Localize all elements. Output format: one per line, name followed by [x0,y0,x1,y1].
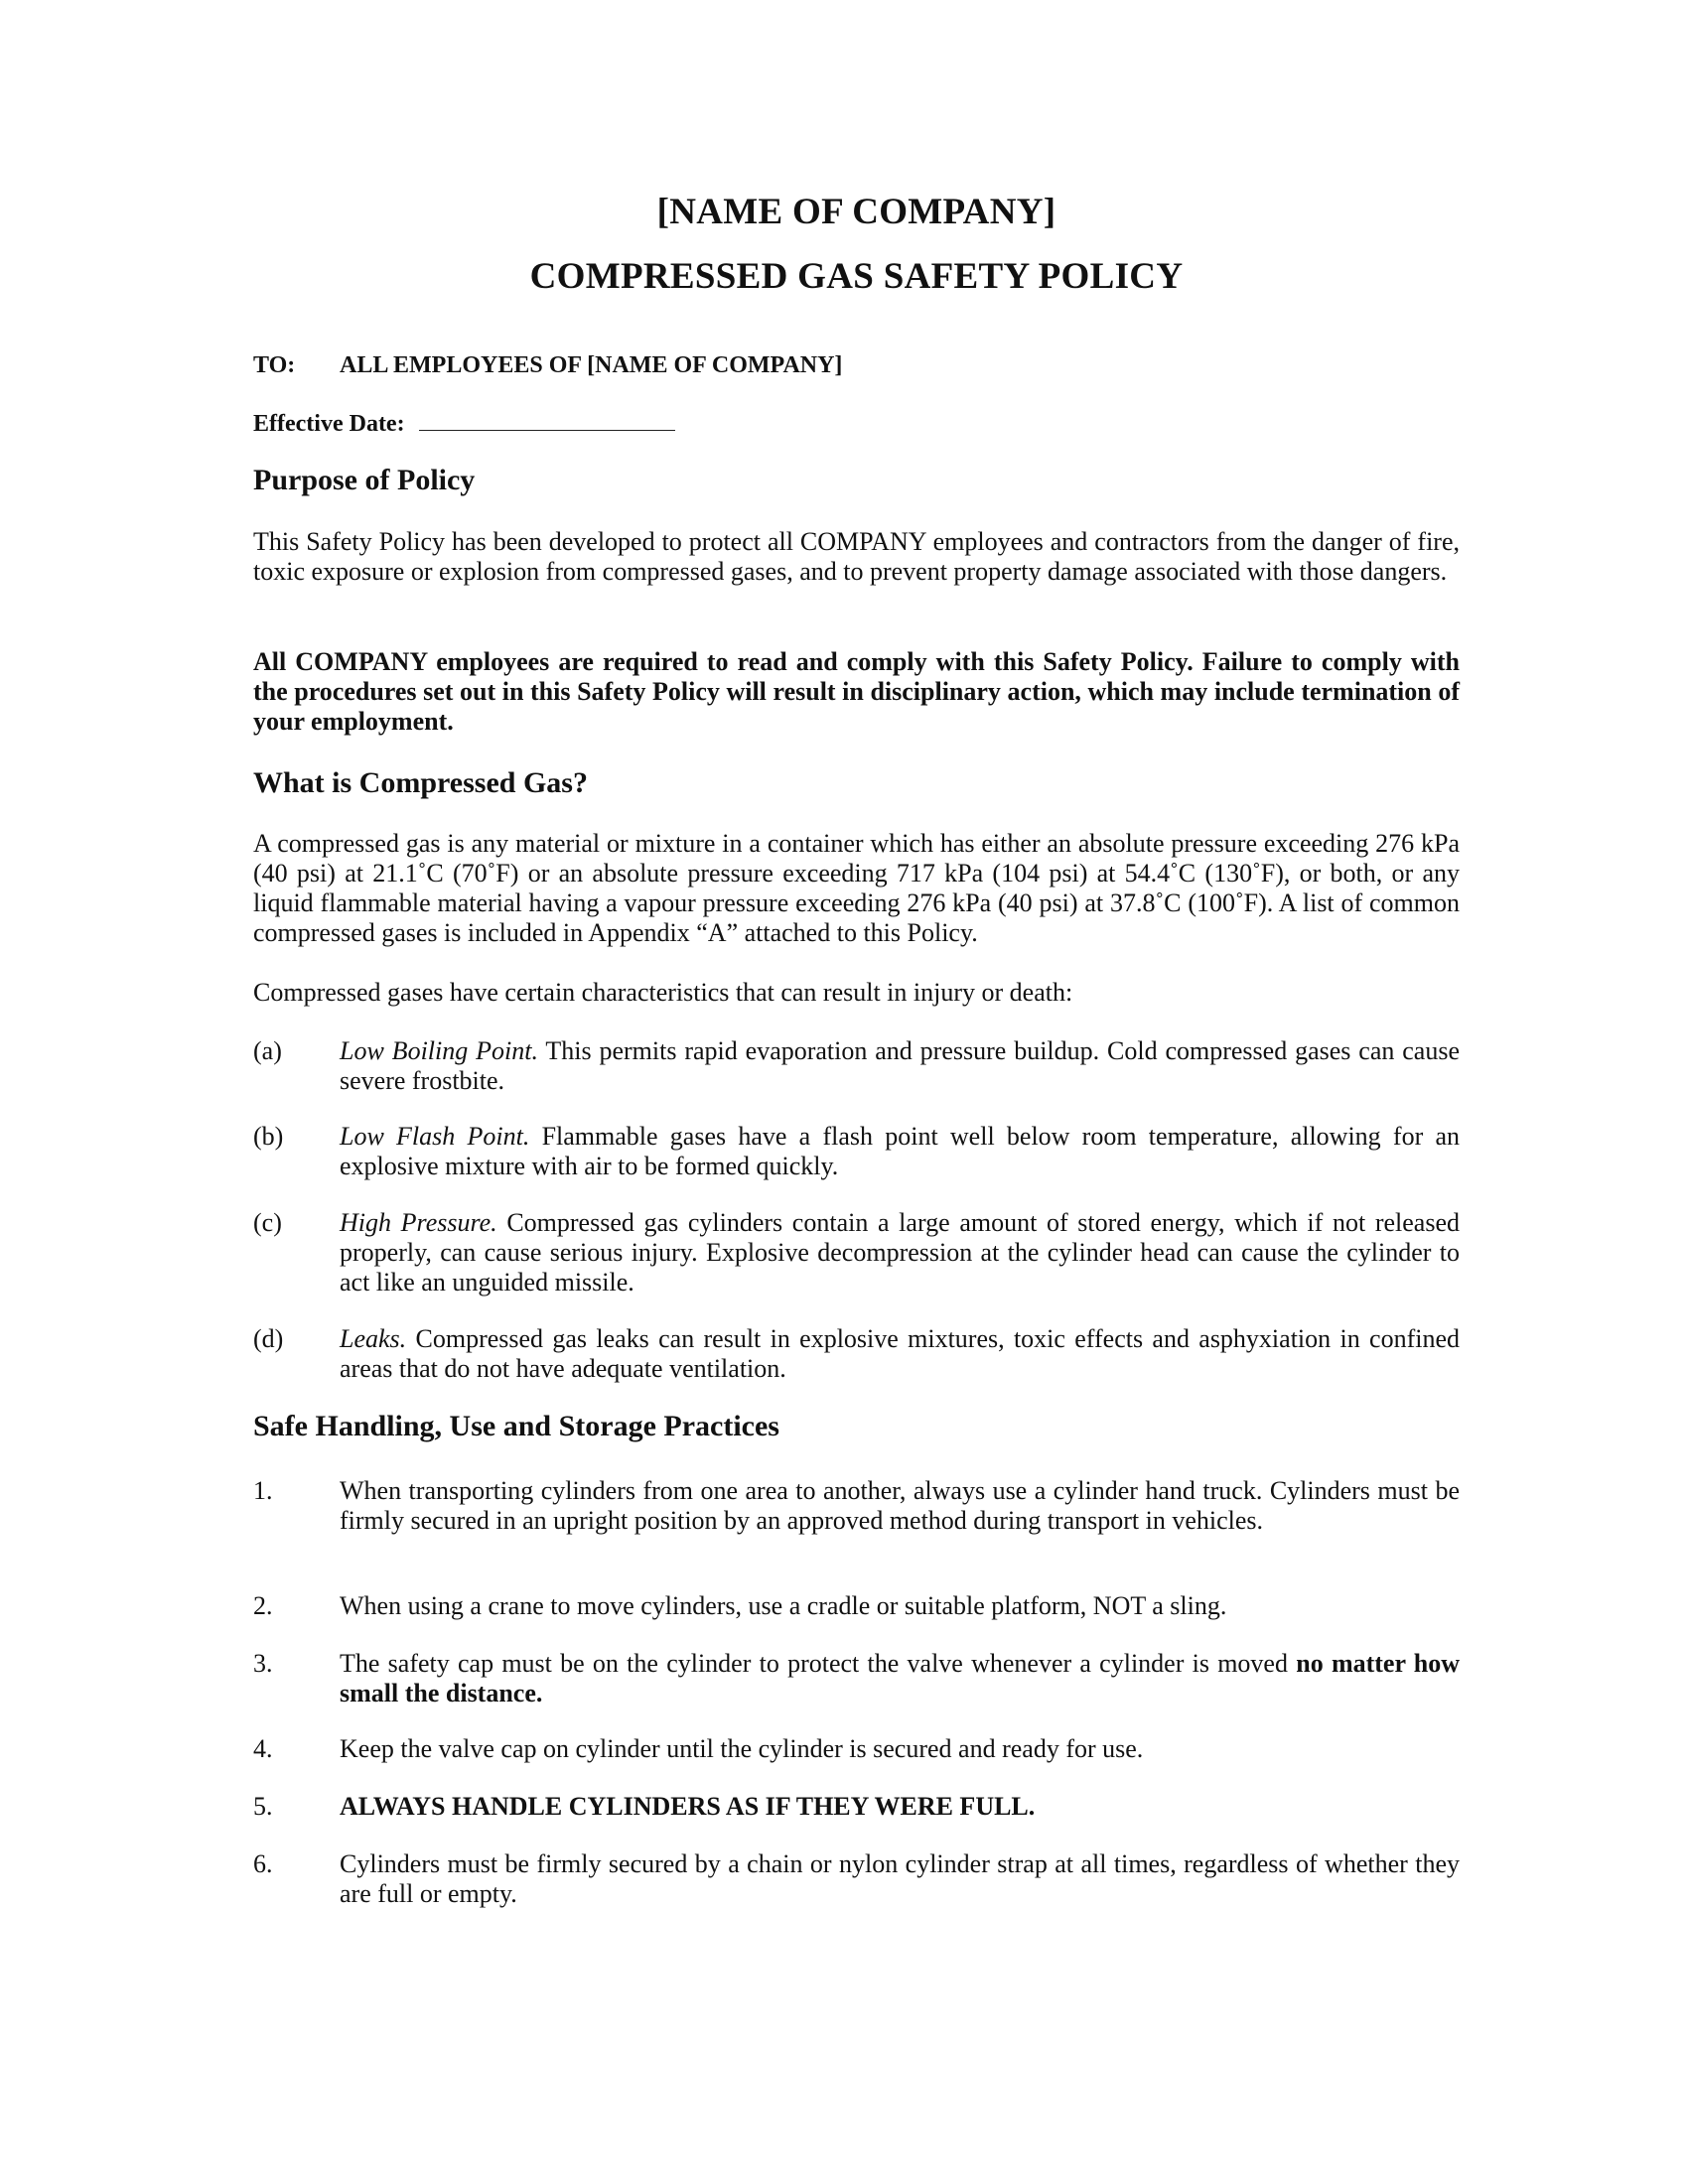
item-marker: (a) [253,1036,282,1065]
characteristic-item [253,1208,1460,1297]
to-label: TO: [253,352,296,378]
item-text: When using a crane to move cylinders, use a cradle or suitable platform, NOT a sling. [340,1591,1227,1620]
practice-item [253,1792,1460,1822]
practice-item [253,1649,1460,1708]
to-line [253,352,842,379]
definition-paragraph: A compressed gas is any material or mixture in a container which has either an absolute pressure exceeding 276 kPa (40 psi) at 21.1˚C (70˚F) or an absolute pressure exceeding 717 kPa (104 psi) at 54.4˚C (130˚F), or both, or any liquid flammable material having a vapour pressure exceeding 276 kPa (40 psi) at 37.8˚C (100˚F). A list of common compressed gases is included in Appendix “A” attached to this Policy. [253,829,1460,947]
item-marker: (b) [253,1122,284,1151]
purpose-paragraph: This Safety Policy has been developed to protect all COMPANY employees and contractors from the danger of fire, toxic exposure or explosion from compressed gases, and to prevent property damage associated with those dangers. [253,527,1460,586]
item-text: Keep the valve cap on cylinder until the cylinder is secured and ready for use. [340,1734,1144,1763]
item-text: Compressed gas cylinders contain a large amount of stored energy, which if not released properly, can cause serious injury. Explosive decompression at the cylinder head can cause the cylinder to act like an unguided missile. [340,1208,1460,1297]
policy-title: COMPRESSED GAS SAFETY POLICY [529,256,1184,297]
item-term: Leaks. [340,1324,407,1353]
practice-item [253,1476,1460,1536]
effective-date-label: Effective Date: [253,411,405,437]
item-number: 3. [253,1649,273,1678]
item-term: Low Flash Point. [340,1122,530,1151]
item-text: Compressed gas leaks can result in explosive mixtures, toxic effects and asphyxiation in confined areas that do not have adequate ventilation. [340,1324,1460,1383]
heading-what-is-compressed-gas: What is Compressed Gas? [253,766,588,799]
heading-purpose: Purpose of Policy [253,464,476,496]
item-number: 1. [253,1476,273,1505]
item-term: Low Boiling Point. [340,1036,538,1065]
item-number: 6. [253,1849,273,1878]
item-text: Cylinders must be firmly secured by a chain or nylon cylinder strap at all times, regardless of whether they are full or empty. [340,1849,1460,1908]
item-marker: (d) [253,1324,284,1353]
item-text: When transporting cylinders from one area to another, always use a cylinder hand truck. Cylinders must be firmly secured in an upright position by an approved method during transport in vehicles. [340,1476,1460,1535]
item-text: The safety cap must be on the cylinder to protect the valve whenever a cylinder is moved [340,1649,1297,1678]
compliance-paragraph: All COMPANY employees are required to read and comply with this Safety Policy. Failure to comply with the procedures set out in this Safety Policy will result in disciplinary action, which may include termination of your employment. [253,647,1460,736]
item-bold-text: ALWAYS HANDLE CYLINDERS AS IF THEY WERE FULL. [340,1792,1036,1821]
item-number: 5. [253,1792,273,1821]
item-text: This permits rapid evaporation and pressure buildup. Cold compressed gases can cause severe frostbite. [340,1036,1460,1095]
heading-safe-handling: Safe Handling, Use and Storage Practices [253,1410,779,1442]
practice-item [253,1591,1460,1621]
characteristic-item [253,1324,1460,1384]
item-number: 2. [253,1591,273,1620]
characteristic-item [253,1036,1460,1096]
item-bold-text: no matter how small the distance. [340,1649,1461,1707]
item-number: 4. [253,1734,273,1763]
practice-item [253,1734,1460,1764]
effective-date-blank [419,412,675,431]
to-value: ALL EMPLOYEES OF [NAME OF COMPANY] [340,352,843,378]
effective-date-line [253,411,675,438]
practice-item [253,1849,1460,1909]
item-marker: (c) [253,1208,282,1237]
characteristics-intro: Compressed gases have certain characteristics that can result in injury or death: [253,978,1073,1007]
item-term: High Pressure. [340,1208,497,1237]
company-title: [NAME OF COMPANY] [656,192,1056,232]
characteristic-item [253,1122,1460,1181]
item-text: Flammable gases have a flash point well below room temperature, allowing for an explosive mixture with air to be formed quickly. [340,1122,1461,1180]
